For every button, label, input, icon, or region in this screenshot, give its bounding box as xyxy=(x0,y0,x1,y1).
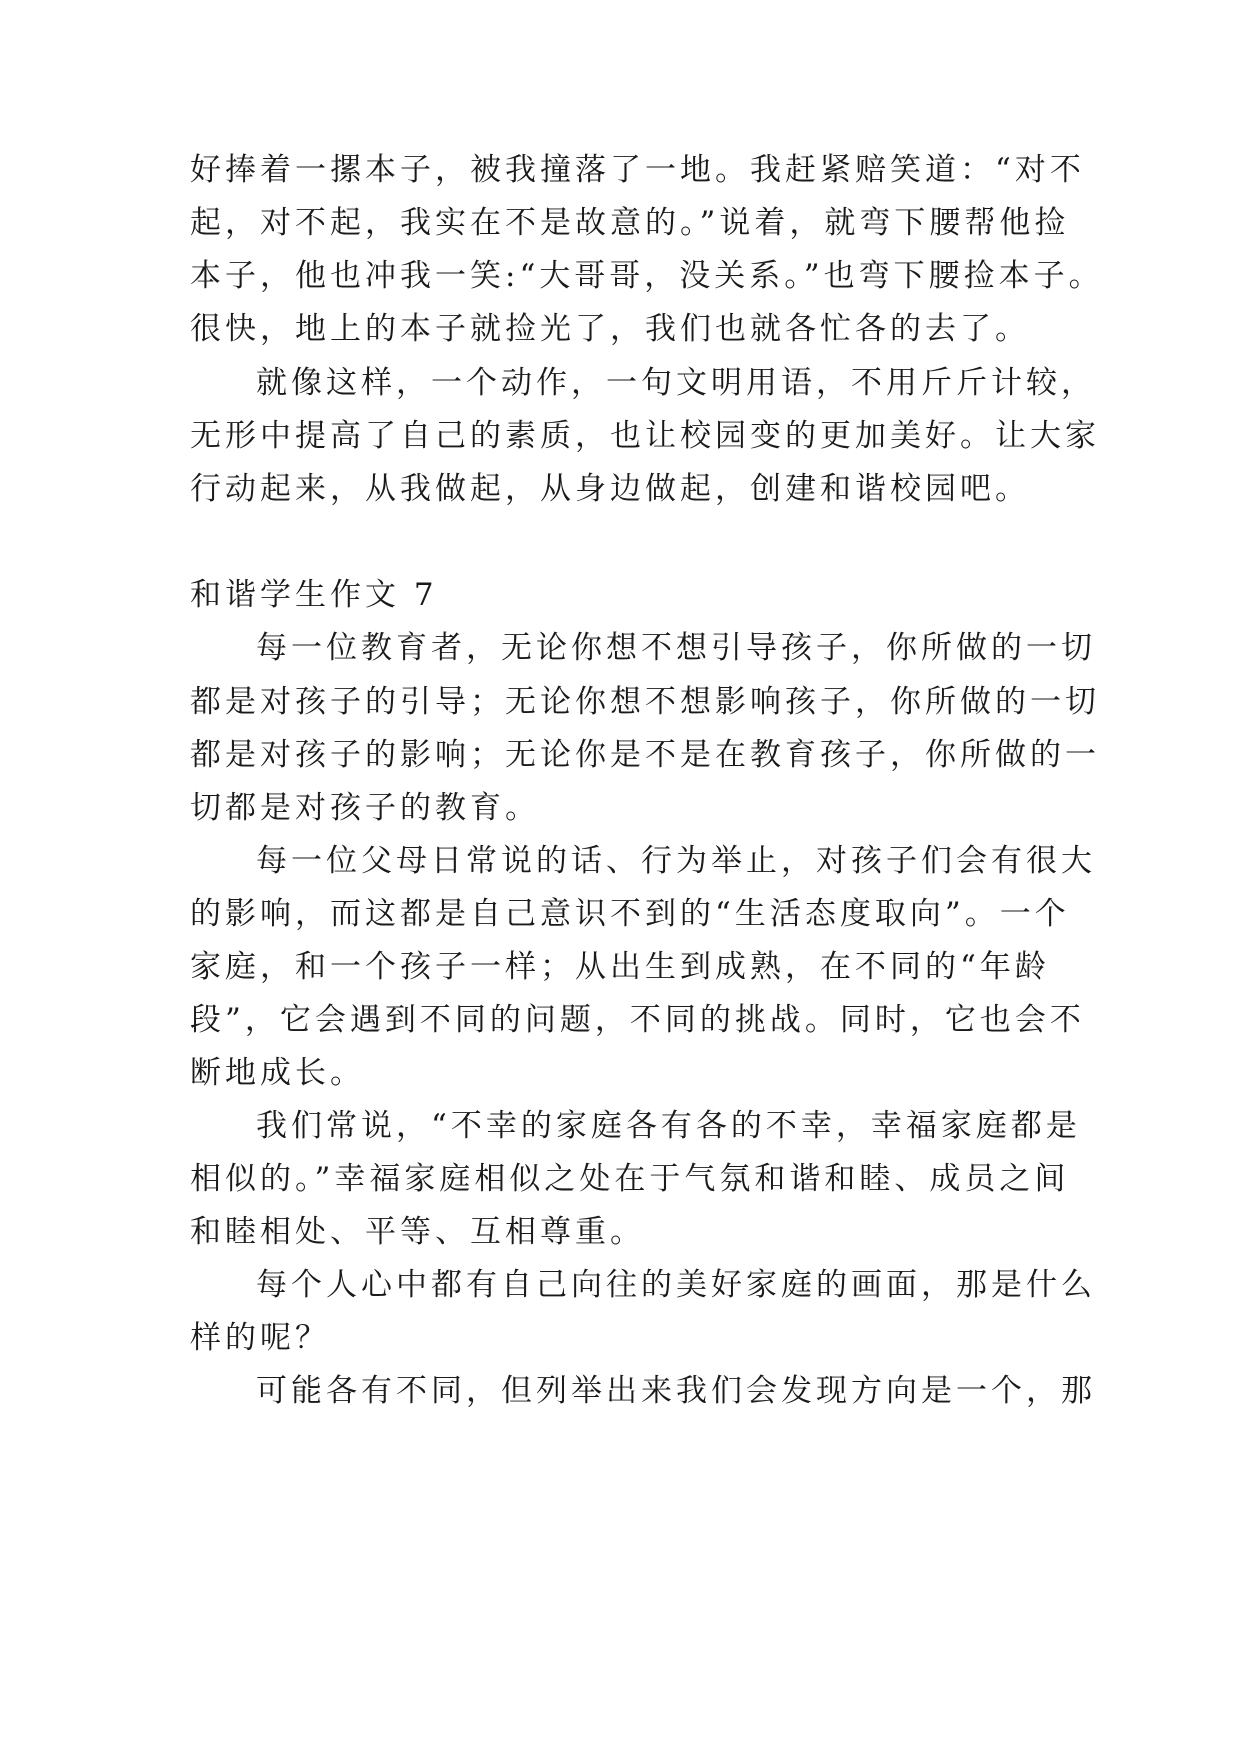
paragraph-7-line-1: 可能各有不同，但列举出来我们会发现方向是一个，那 xyxy=(256,1373,1096,1409)
paragraph-2-line-3: 行动起来，从我做起，从身边做起，创建和谐校园吧。 xyxy=(190,471,1030,507)
paragraph-3-line-2: 都是对孩子的引导；无论你想不想影响孩子，你所做的一切 xyxy=(190,684,1100,720)
paragraph-4-line-5: 断地成长。 xyxy=(190,1055,365,1091)
paragraph-2-line-2: 无形中提高了自己的素质，也让校园变的更加美好。让大家 xyxy=(190,418,1100,454)
paragraph-1-line-1: 好捧着一摞本子，被我撞落了一地。我赶紧赔笑道：“对不 xyxy=(190,152,1085,188)
paragraph-3-line-4: 切都是对孩子的教育。 xyxy=(190,790,540,826)
paragraph-5-line-3: 和睦相处、平等、互相尊重。 xyxy=(190,1214,645,1250)
paragraph-4-line-3: 家庭，和一个孩子一样；从出生到成熟，在不同的“年龄 xyxy=(190,949,1050,985)
section-title: 和谐学生作文 7 xyxy=(190,577,438,613)
paragraph-5-line-2: 相似的。”幸福家庭相似之处在于气氛和谐和睦、成员之间 xyxy=(190,1161,1070,1197)
paragraph-3-line-3: 都是对孩子的影响；无论你是不是在教育孩子，你所做的一 xyxy=(190,737,1100,773)
paragraph-3-line-1: 每一位教育者，无论你想不想引导孩子，你所做的一切 xyxy=(256,630,1096,666)
paragraph-1-line-2: 起，对不起，我实在不是故意的。”说着，就弯下腰帮他捡 xyxy=(190,205,1070,241)
paragraph-6-line-1: 每个人心中都有自己向往的美好家庭的画面，那是什么 xyxy=(256,1267,1096,1303)
paragraph-4-line-2: 的影响，而这都是自己意识不到的“生活态度取向”。一个 xyxy=(190,896,1070,932)
paragraph-1-line-4: 很快，地上的本子就捡光了，我们也就各忙各的去了。 xyxy=(190,311,1030,347)
paragraph-5-line-1: 我们常说，“不幸的家庭各有各的不幸，幸福家庭都是 xyxy=(256,1108,1081,1144)
paragraph-6-line-2: 样的呢？ xyxy=(190,1320,330,1356)
paragraph-4-line-4: 段”，它会遇到不同的问题，不同的挑战。同时，它也会不 xyxy=(190,1002,1085,1038)
paragraph-1-line-3: 本子，他也冲我一笑:“大哥哥，没关系。”也弯下腰捡本子。 xyxy=(190,258,1104,294)
paragraph-2-line-1: 就像这样，一个动作，一句文明用语，不用斤斤计较， xyxy=(256,365,1096,401)
paragraph-4-line-1: 每一位父母日常说的话、行为举止，对孩子们会有很大 xyxy=(256,843,1096,879)
